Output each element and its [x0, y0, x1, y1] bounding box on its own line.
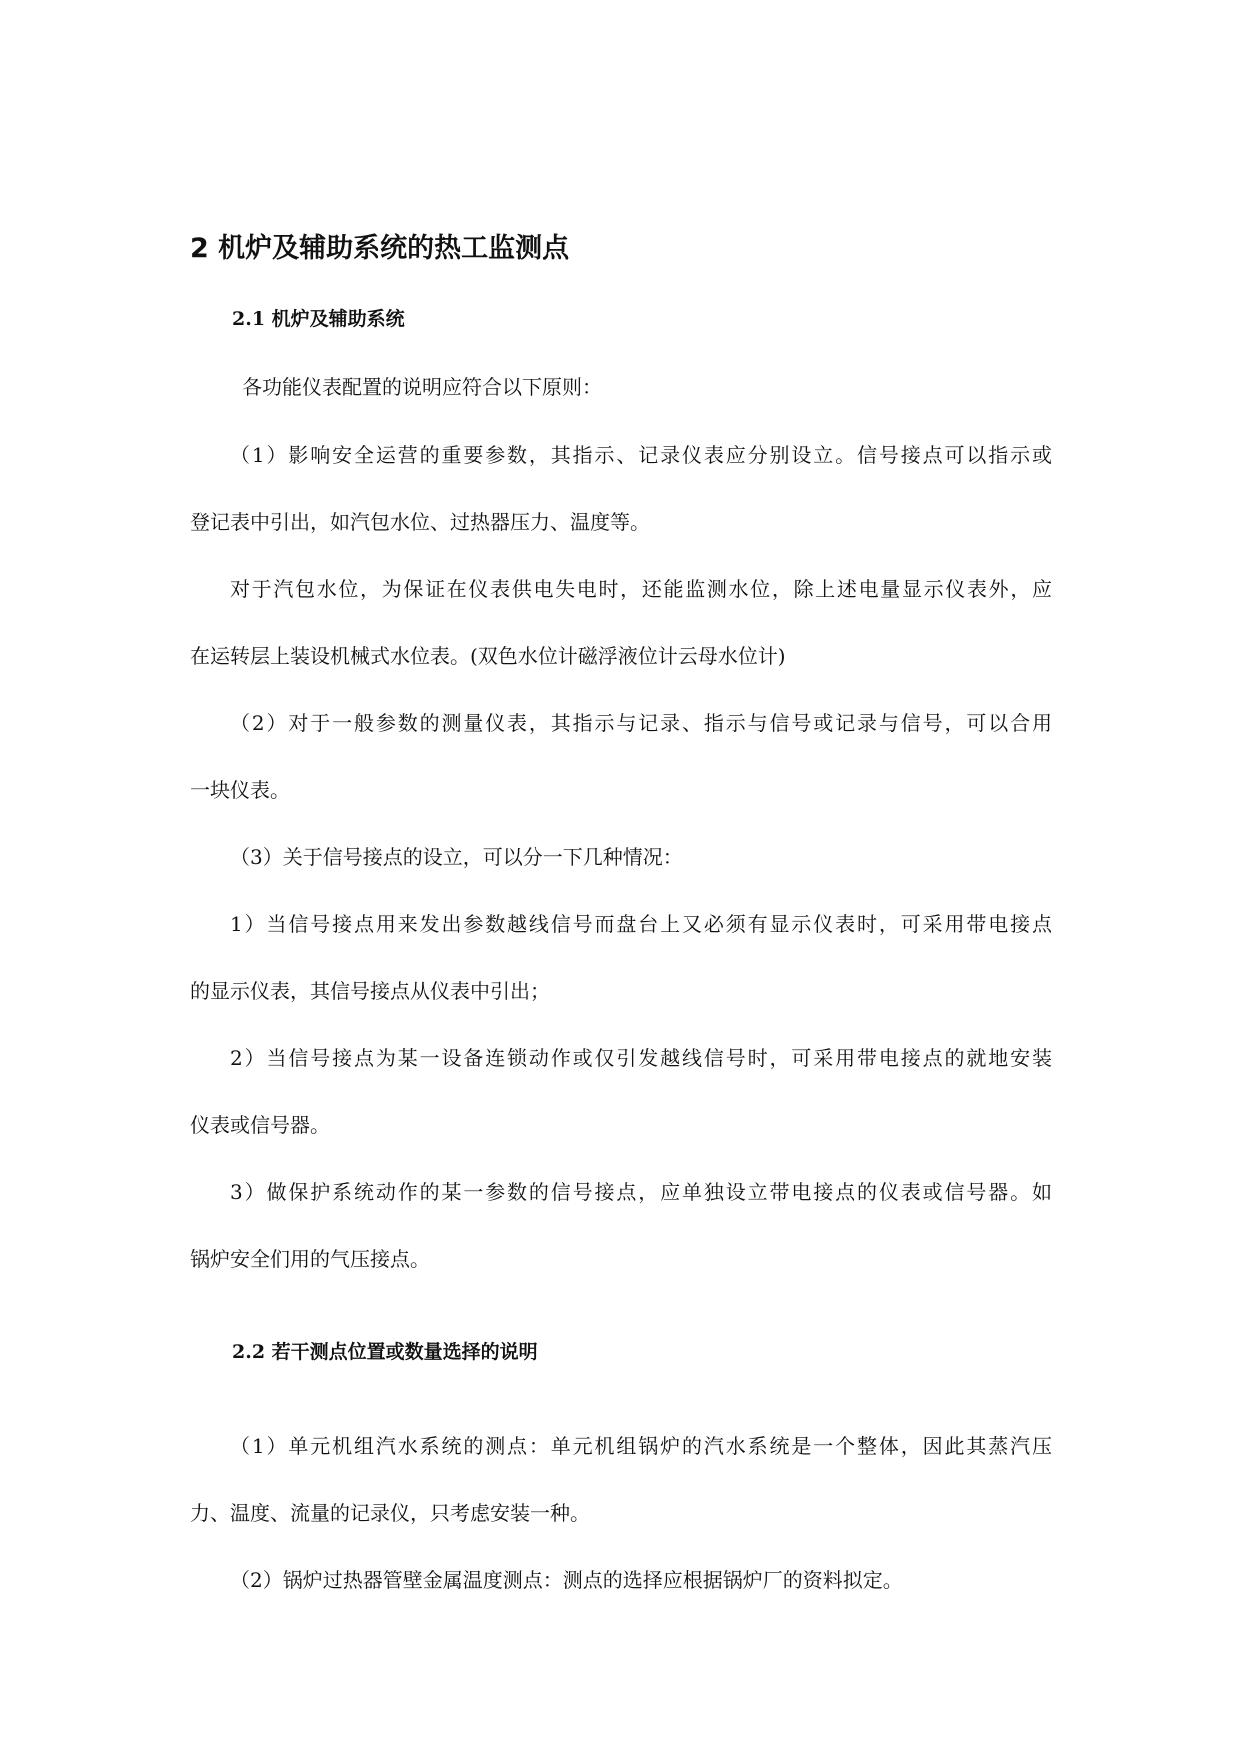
- paragraph-line: （2）锅炉过热器管壁金属温度测点：测点的选择应根据锅炉厂的资料拟定。: [230, 1568, 903, 1592]
- paragraph-line: （1）单元机组汽水系统的测点：单元机组锅炉的汽水系统是一个整体，因此其蒸汽压: [230, 1434, 1052, 1458]
- paragraph-line: 的显示仪表，其信号接点从仪表中引出；: [190, 979, 550, 1003]
- paragraph-line: 在运转层上装设机械式水位表。(双色水位计磁浮液位计云母水位计): [190, 644, 786, 668]
- paragraph-line: （1）影响安全运营的重要参数，其指示、记录仪表应分别设立。信号接点可以指示或: [230, 443, 1052, 467]
- paragraph-line: （2）对于一般参数的测量仪表，其指示与记录、指示与信号或记录与信号，可以合用: [230, 711, 1052, 735]
- chapter-heading: 2 机炉及辅助系统的热工监测点: [190, 233, 570, 264]
- paragraph-line: 锅炉安全们用的气压接点。: [190, 1247, 430, 1271]
- paragraph-line: 2）当信号接点为某一设备连锁动作或仅引发越线信号时，可采用带电接点的就地安装: [230, 1046, 1052, 1070]
- intro-paragraph: 各功能仪表配置的说明应符合以下原则：: [242, 375, 602, 399]
- paragraph-line: 一块仪表。: [190, 778, 290, 802]
- paragraph-line: 力、温度、流量的记录仪，只考虑安装一种。: [190, 1501, 590, 1525]
- paragraph-line: （3）关于信号接点的设立，可以分一下几种情况：: [230, 845, 683, 869]
- paragraph-line: 1）当信号接点用来发出参数越线信号而盘台上又必须有显示仪表时，可采用带电接点: [230, 912, 1052, 936]
- paragraph-line: 登记表中引出，如汽包水位、过热器压力、温度等。: [190, 510, 650, 534]
- paragraph-line: 仪表或信号器。: [190, 1113, 330, 1137]
- paragraph-line: 3）做保护系统动作的某一参数的信号接点，应单独设立带电接点的仪表或信号器。如: [230, 1180, 1052, 1204]
- section-heading-2-2: 2.2 若干测点位置或数量选择的说明: [232, 1341, 538, 1363]
- section-heading-2-1: 2.1 机炉及辅助系统: [232, 308, 405, 330]
- paragraph-line: 对于汽包水位，为保证在仪表供电失电时，还能监测水位，除上述电量显示仪表外，应: [230, 577, 1052, 601]
